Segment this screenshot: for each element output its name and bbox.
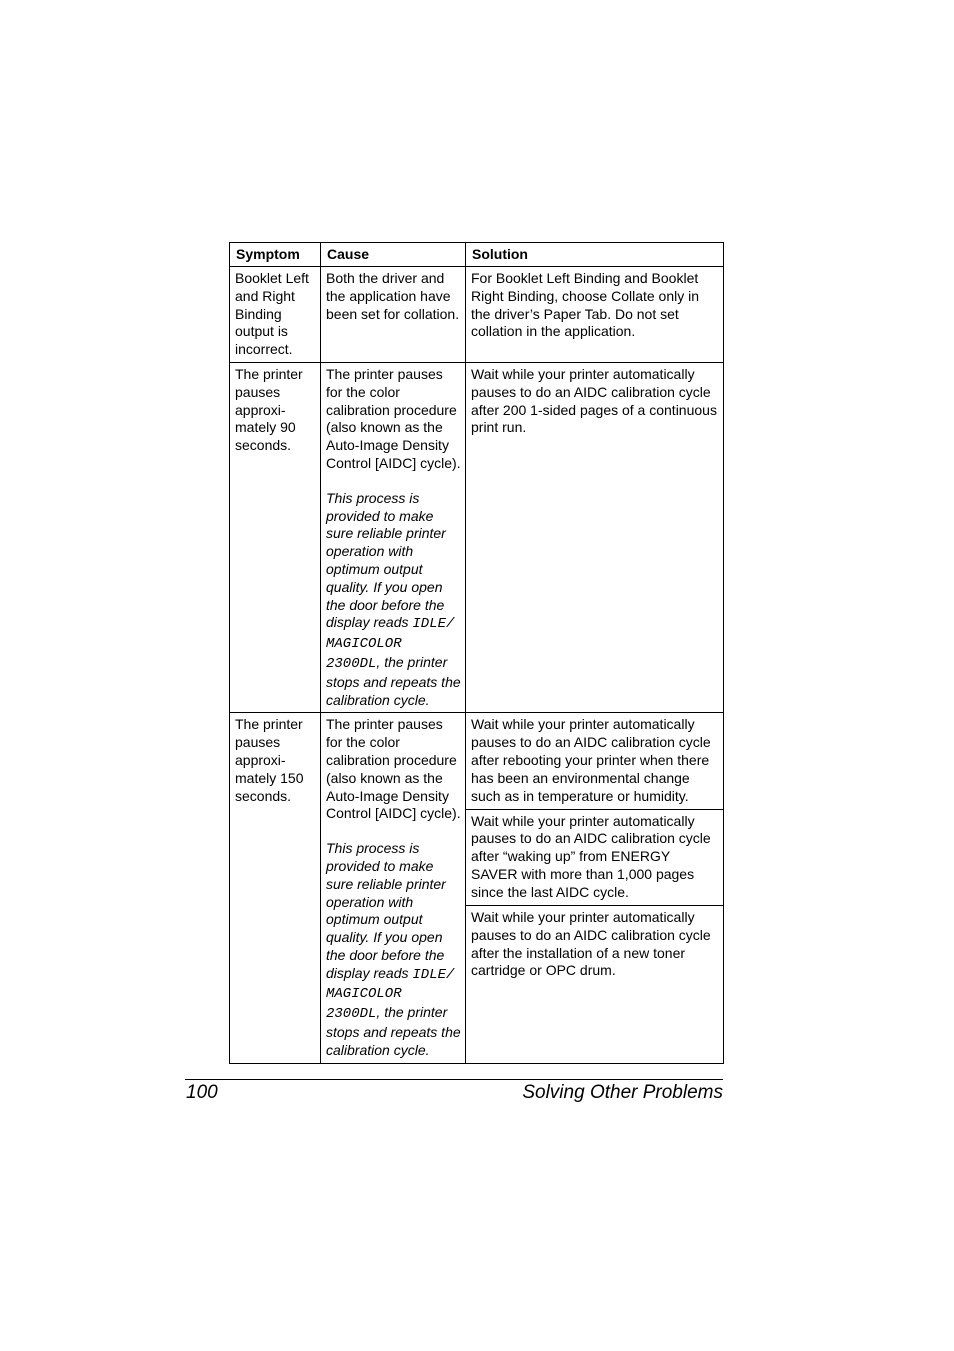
header-symptom: Symptom [230, 243, 321, 267]
footer-divider [185, 1079, 723, 1080]
cause-cell [321, 362, 466, 712]
solution-cell: Wait while your printer automatically pauses to do an AIDC calibration cycle after 200 1-sided pages of a continuous print run. [466, 362, 724, 712]
symptom-cell: Booklet Left and Right Binding output is incorrect. [230, 267, 321, 363]
troubleshooting-table [229, 242, 724, 1064]
note-text: , the printer stops and repeats the calibration cycle. [326, 1004, 461, 1058]
cause-text: The printer pauses for the color calibration procedure (also known as the Auto-Image Density Control [AIDC] cycle). [326, 716, 461, 822]
solution-cell: Wait while your printer automatically pauses to do an AIDC calibration cycle after rebooting your printer when there has been an environmental change such as in temperature or humidity. [466, 713, 724, 809]
cause-cell [321, 713, 466, 1063]
note-text: This process is provided to make sure reliable printer operation with optimum output quality. If you open the door before the display reads [326, 840, 446, 981]
table-row [230, 267, 724, 363]
header-solution: Solution [466, 243, 724, 267]
solution-cell: Wait while your printer automatically pauses to do an AIDC calibration cycle after “waking up” from ENERGY SAVER with more than 1,000 pages since the last AIDC cycle. [466, 809, 724, 905]
cause-cell: Both the driver and the application have been set for collation. [321, 267, 466, 363]
display-message: IDLE/ MAGICOLOR 2300DL [326, 616, 455, 672]
note-text: This process is provided to make sure reliable printer operation with optimum output quality. If you open the door before the display reads [326, 489, 446, 631]
symptom-cell: The printer pauses approxi-mately 150 seconds. [230, 713, 321, 1063]
note-text: , the printer stops and repeats the calibration cycle. [326, 653, 461, 708]
display-message: IDLE/ MAGICOLOR 2300DL [326, 966, 455, 1023]
header-cause: Cause [321, 243, 466, 267]
table-row [230, 713, 724, 809]
section-title: Solving Other Problems [522, 1082, 723, 1103]
cause-note [326, 490, 461, 710]
page-number: 100 [186, 1082, 218, 1103]
solution-cell: Wait while your printer automatically pauses to do an AIDC calibration cycle after the installation of a new toner cartridge or OPC drum. [466, 906, 724, 1064]
table-row [230, 362, 724, 712]
cause-note [326, 840, 461, 1060]
cause-text: The printer pauses for the color calibration procedure (also known as the Auto-Image Density Control [AIDC] cycle). [326, 365, 461, 471]
table-header-row [230, 243, 724, 267]
symptom-cell: The printer pauses approxi-mately 90 seconds. [230, 362, 321, 712]
solution-cell: For Booklet Left Binding and Booklet Right Binding, choose Collate only in the driver’s Paper Tab. Do not set collation in the application. [466, 267, 724, 363]
